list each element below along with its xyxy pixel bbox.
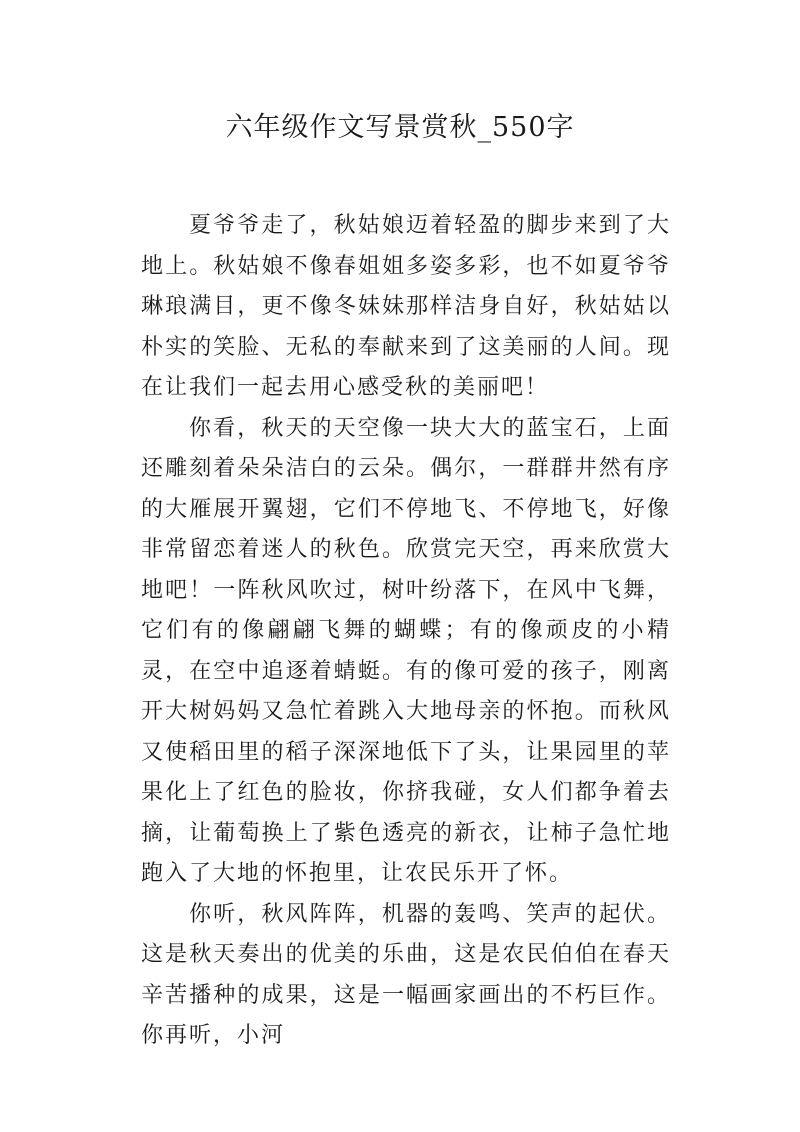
paragraph-1: 夏爷爷走了，秋姑娘迈着轻盈的脚步来到了大地上。秋姑娘不像春姐姐多姿多彩，也不如夏爷爷琳琅满目，更不像冬妹妹那样洁身自好，秋姑姑以朴实的笑脸、无私的奉献来到了这美丽的人间。现在让我们一起去用心感受秋的美丽吧！ (141, 213, 671, 400)
paragraph-3: 你听，秋风阵阵，机器的轰鸣、笑声的起伏。这是秋天奏出的优美的乐曲，这是农民伯伯在春天辛苦播种的成果，这是一幅画家画出的不朽巨作。你再听，小河 (141, 901, 671, 1048)
document-body (141, 206, 671, 1057)
paragraph-2: 你看，秋天的天空像一块大大的蓝宝石，上面还雕刻着朵朵洁白的云朵。偶尔，一群群井然有序的大雁展开翼翅，它们不停地飞、不停地飞，好像非常留恋着迷人的秋色。欣赏完天空，再来欣赏大地吧！一阵秋风吹过，树叶纷落下，在风中飞舞，它们有的像翩翩飞舞的蝴蝶；有的像顽皮的小精灵，在空中追逐着蜻蜓。有的像可爱的孩子，刚离开大树妈妈又急忙着跳入大地母亲的怀抱。而秋风又使稻田里的稻子深深地低下了头，让果园里的苹果化上了红色的脸妆，你挤我碰，女人们都争着去摘，让葡萄换上了紫色透亮的新衣，让柿子急忙地跑入了大地的怀抱里，让农民乐开了怀。 (141, 415, 671, 886)
document-title: 六年级作文写景赏秋_550字 (225, 112, 575, 143)
